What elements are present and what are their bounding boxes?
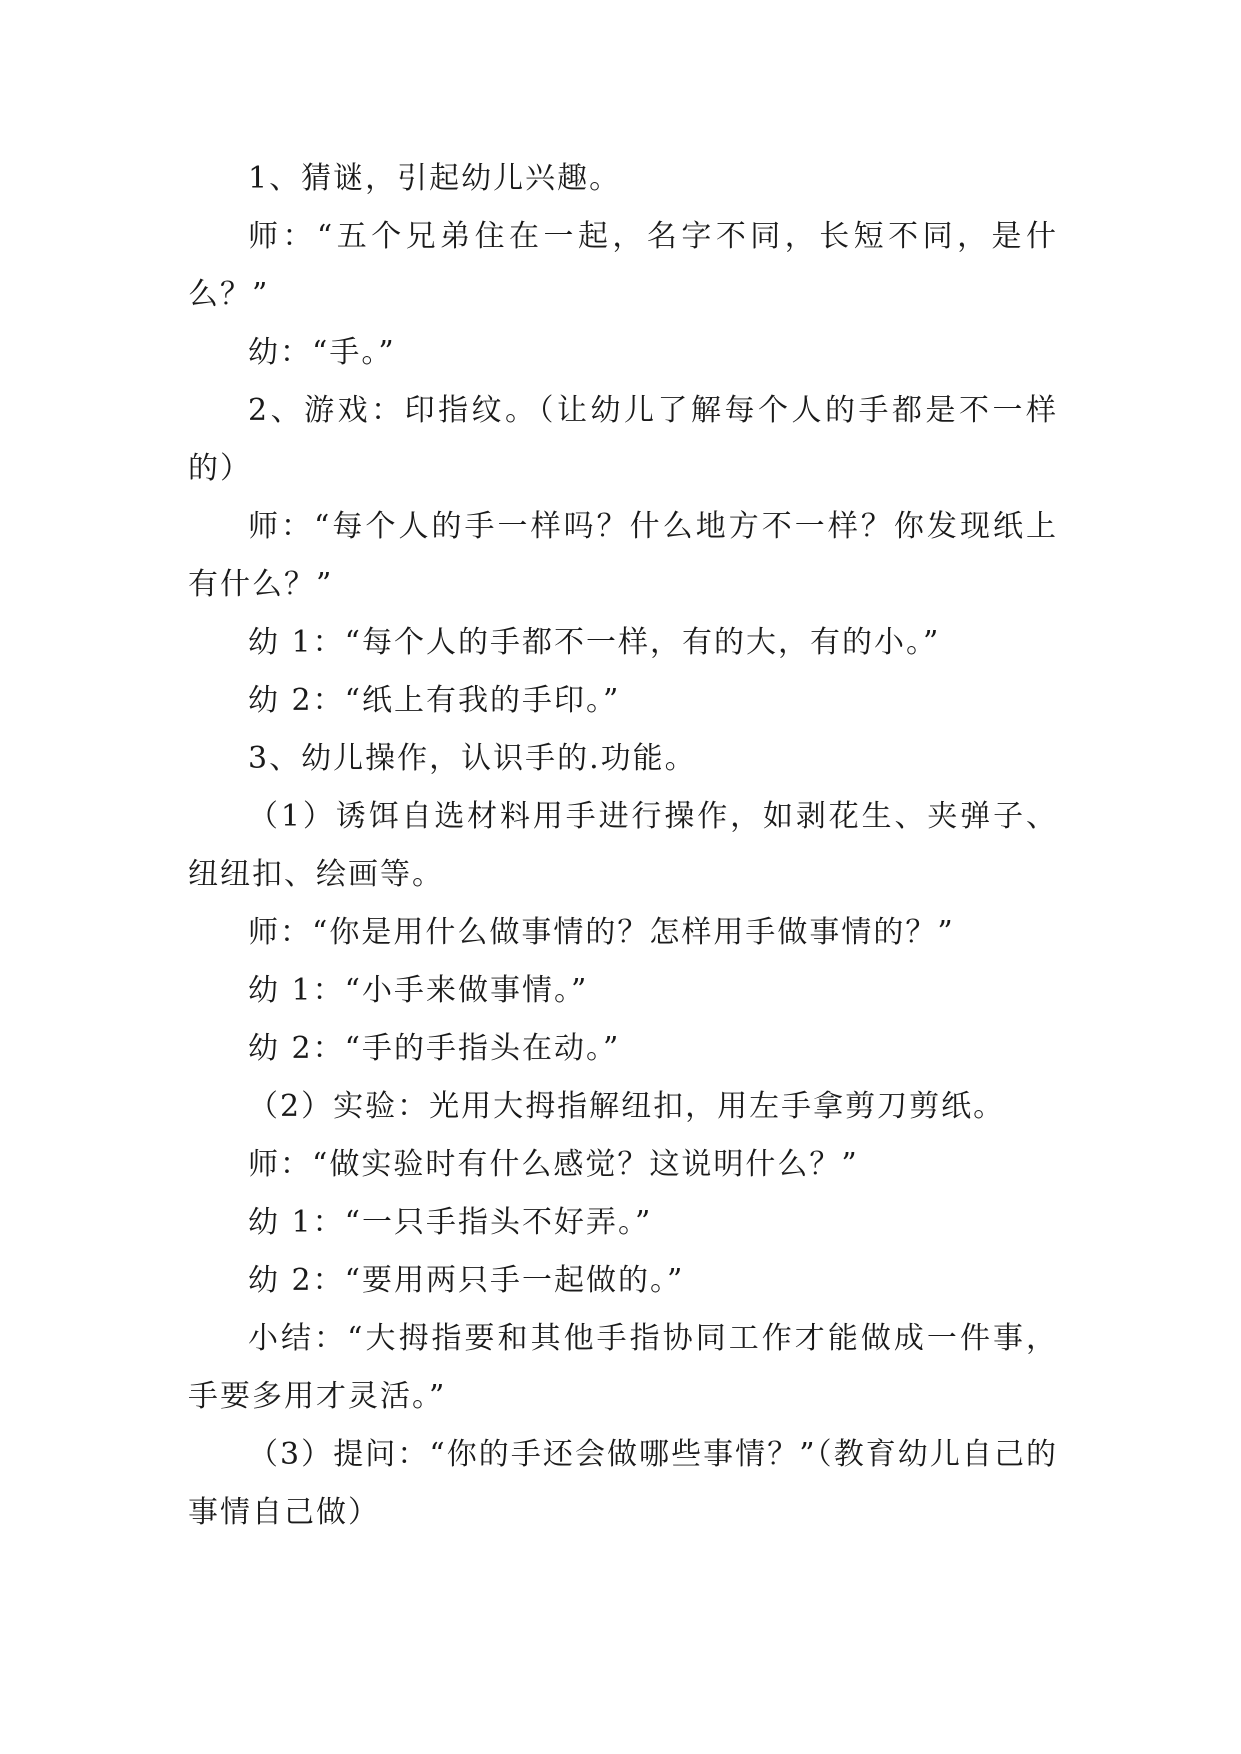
paragraph: 幼 1：“每个人的手都不一样，有的大，有的小。” bbox=[248, 625, 941, 660]
paragraph: 小结：“大拇指要和其他手指协同工作才能做成一件事，手要多用才灵活。” bbox=[188, 1321, 1058, 1414]
paragraph: 3、幼儿操作，认识手的.功能。 bbox=[248, 741, 697, 776]
paragraph: （2）实验：光用大拇指解纽扣，用左手拿剪刀剪纸。 bbox=[248, 1089, 1006, 1124]
paragraph: 幼 2：“手的手指头在动。” bbox=[248, 1031, 621, 1066]
paragraph: 师：“五个兄弟住在一起，名字不同，长短不同，是什么？” bbox=[188, 219, 1058, 312]
paragraph: 师：“做实验时有什么感觉？这说明什么？” bbox=[248, 1147, 859, 1182]
paragraph: 幼 2：“纸上有我的手印。” bbox=[248, 683, 621, 718]
paragraph: 师：“你是用什么做事情的？怎样用手做事情的？” bbox=[248, 915, 955, 950]
paragraph: （3）提问：“你的手还会做哪些事情？”（教育幼儿自己的事情自己做） bbox=[188, 1437, 1058, 1530]
document-body bbox=[188, 150, 1058, 1542]
paragraph: 幼：“手。” bbox=[248, 335, 396, 370]
paragraph: （1）诱饵自选材料用手进行操作，如剥花生、夹弹子、纽纽扣、绘画等。 bbox=[188, 799, 1058, 892]
paragraph: 2、游戏：印指纹。（让幼儿了解每个人的手都是不一样的） bbox=[188, 393, 1058, 486]
paragraph: 师：“每个人的手一样吗？什么地方不一样？你发现纸上有什么？” bbox=[188, 509, 1058, 602]
paragraph: 幼 1：“一只手指头不好弄。” bbox=[248, 1205, 653, 1240]
paragraph: 1、猜谜，引起幼儿兴趣。 bbox=[248, 161, 622, 196]
paragraph: 幼 2：“要用两只手一起做的。” bbox=[248, 1263, 685, 1298]
paragraph: 幼 1：“小手来做事情。” bbox=[248, 973, 589, 1008]
